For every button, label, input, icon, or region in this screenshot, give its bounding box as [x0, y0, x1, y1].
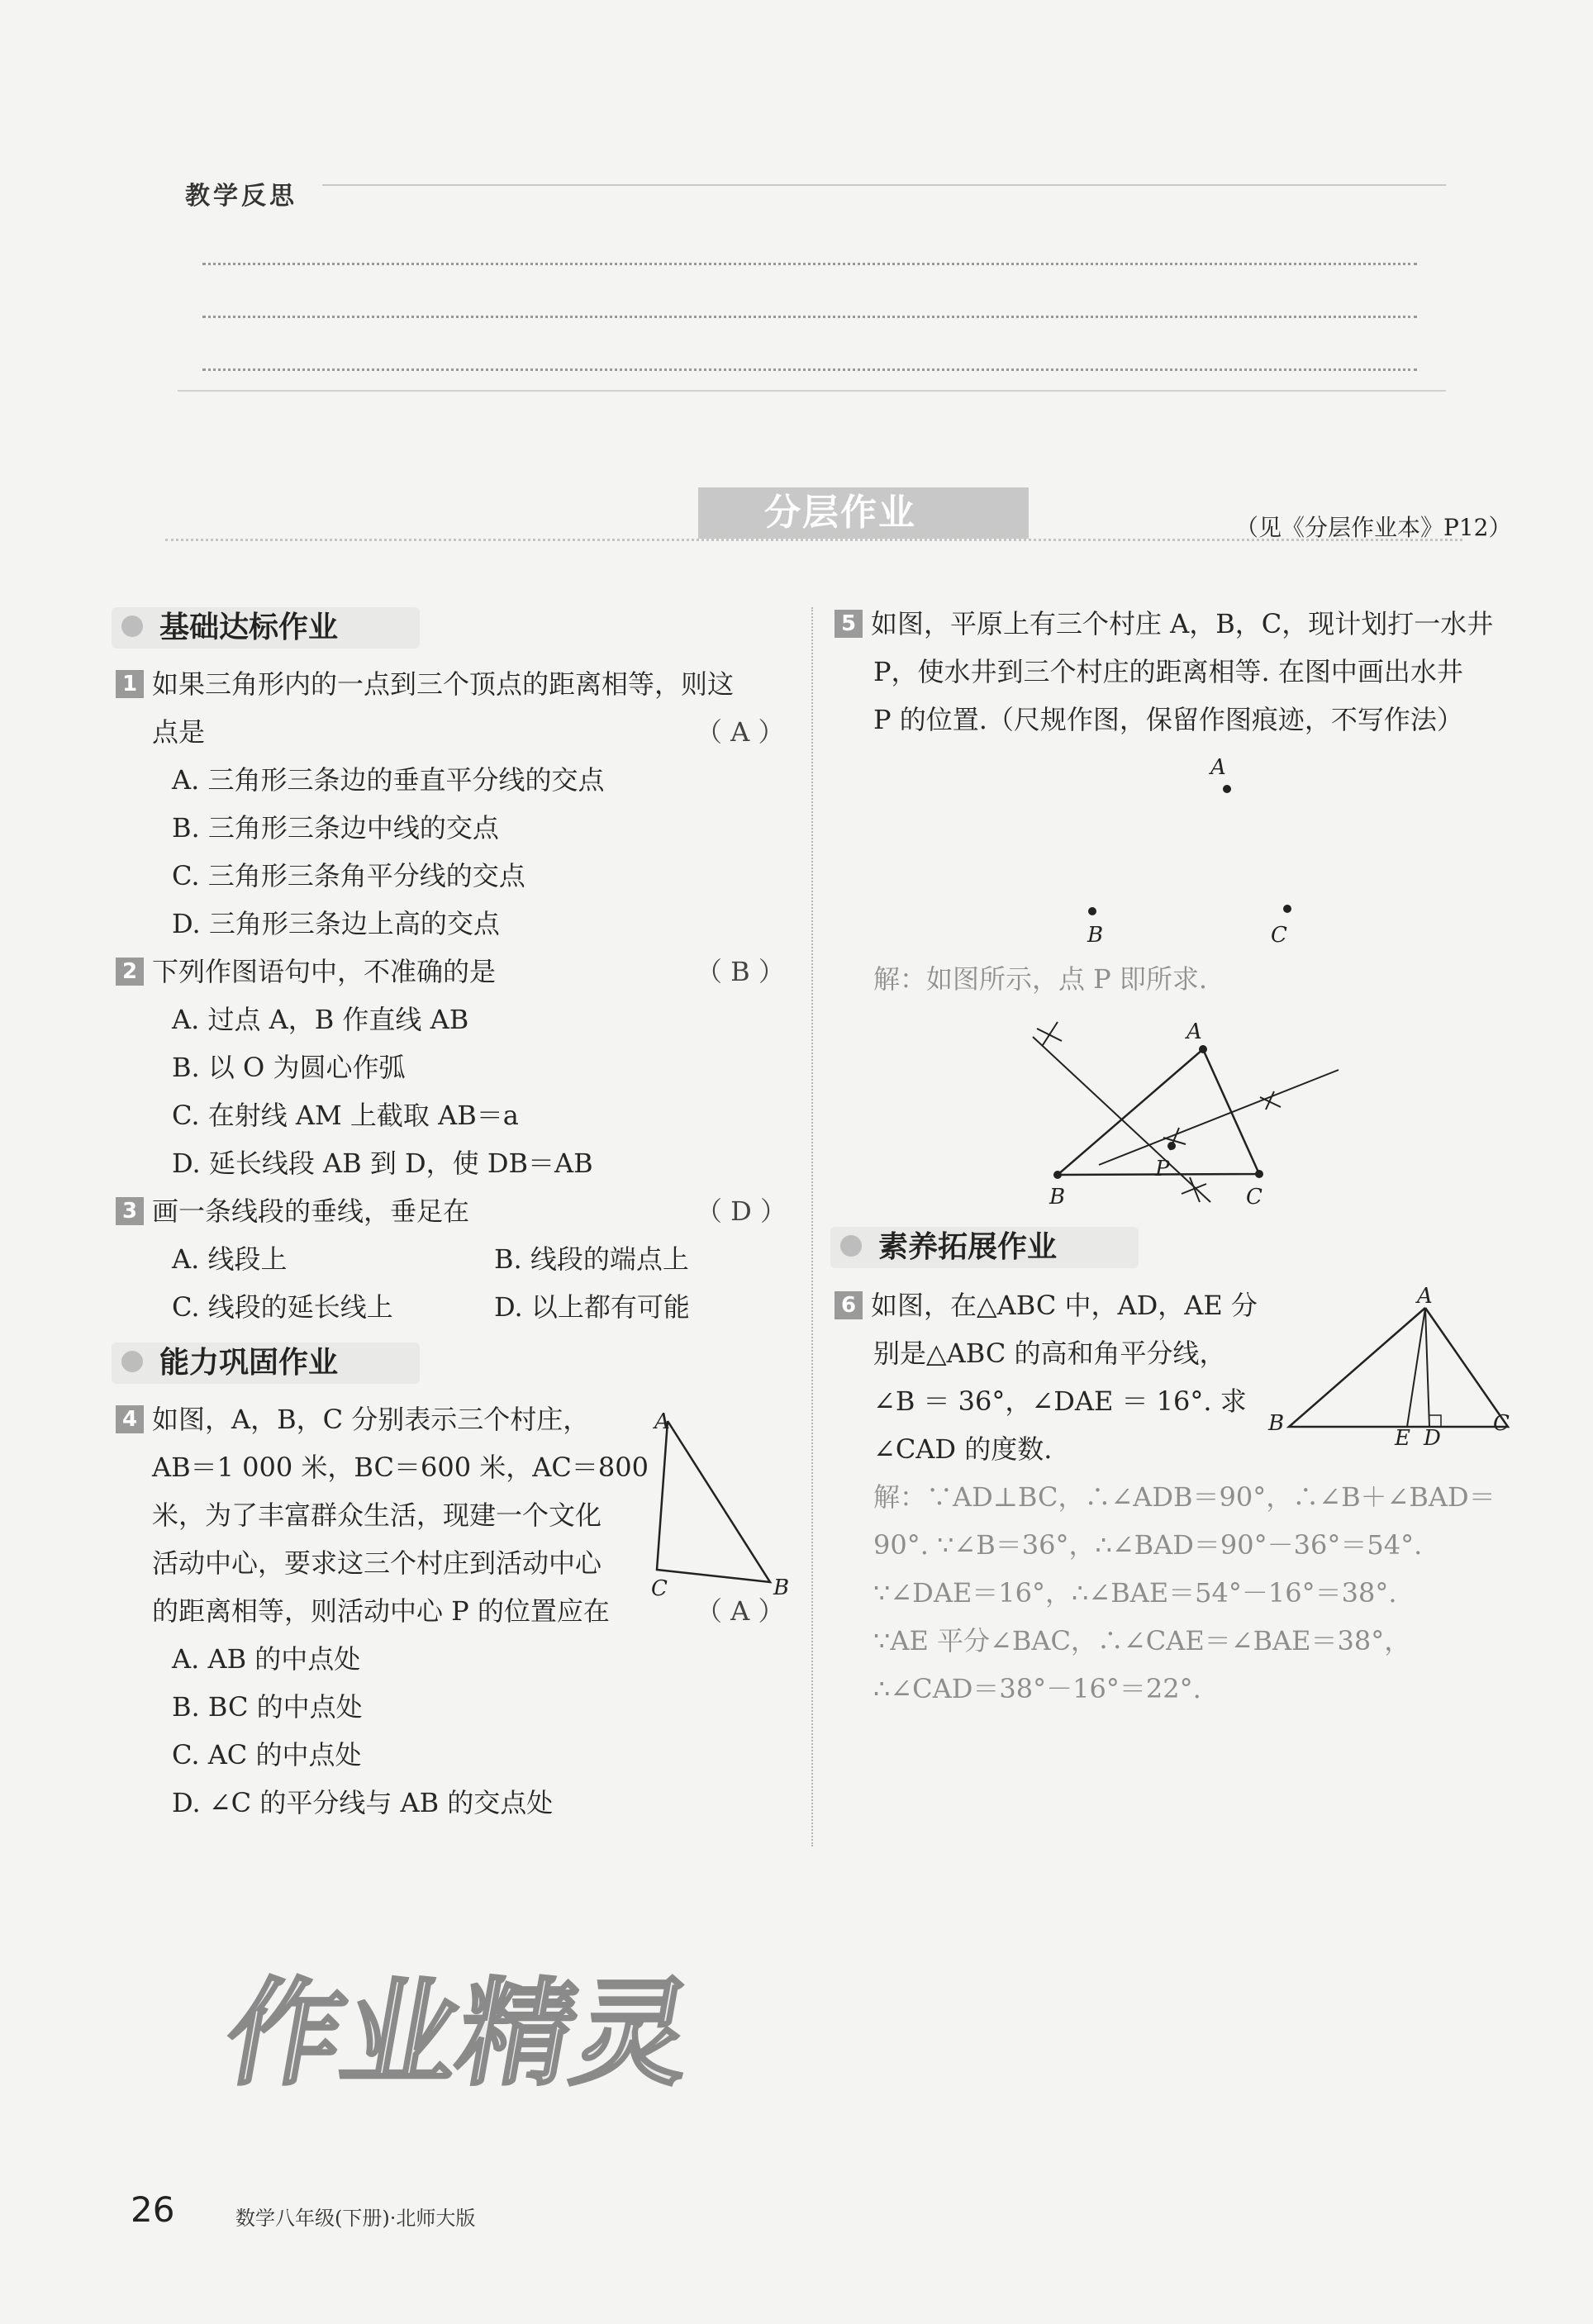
- q1-stem: 1 如果三角形内的一点到三个顶点的距离相等，则这: [116, 668, 734, 701]
- book-title: 数学八年级(下册)·北师大版: [235, 2207, 476, 2230]
- sol-label-p: P: [1155, 1157, 1170, 1181]
- q5-label-b: B: [1087, 923, 1104, 948]
- q2-option: B. 以 O 为圆心作弧: [172, 1052, 406, 1083]
- q4-triangle-figure: [636, 1409, 801, 1599]
- bisector-ae: [1407, 1308, 1425, 1427]
- q3-option: C. 线段的延长线上: [172, 1291, 393, 1323]
- section-heading-basic: 基础达标作业: [112, 607, 420, 649]
- sol-point-a: [1199, 1045, 1207, 1053]
- q2-option: C. 在射线 AM 上截取 AB＝a: [172, 1100, 519, 1131]
- q6-solution-line: ∵∠DAE＝16°，∴∠BAE＝54°－16°＝38°.: [873, 1577, 1397, 1609]
- sol-point-c: [1255, 1170, 1263, 1178]
- q1-option: C. 三角形三条角平分线的交点: [172, 860, 525, 891]
- q4-triangle: [657, 1421, 770, 1582]
- q3-option: B. 线段的端点上: [494, 1243, 689, 1275]
- question-number: 3: [116, 1197, 144, 1225]
- question-number: 5: [835, 610, 863, 638]
- reflection-dotted-line: [202, 368, 1417, 371]
- q4-option: A. AB 的中点处: [172, 1643, 361, 1675]
- q6-solution-line: 解：∵AD⊥BC，∴∠ADB＝90°，∴∠B＋∠BAD＝: [873, 1481, 1496, 1513]
- q6-solution-line: ∴∠CAD＝38°－16°＝22°.: [873, 1673, 1201, 1704]
- section-heading-ability: 能力巩固作业: [112, 1343, 420, 1384]
- q1-option: A. 三角形三条边的垂直平分线的交点: [172, 764, 605, 796]
- reflection-dotted-line: [202, 263, 1417, 265]
- reflection-title: 教学反思: [185, 182, 297, 211]
- q4-option: B. BC 的中点处: [172, 1691, 363, 1723]
- q4-stem-cont: 活动中心，要求这三个村庄到活动中心: [152, 1547, 602, 1579]
- q6-triangle-figure: [1260, 1284, 1524, 1451]
- q1-stem-cont: 点是: [152, 716, 206, 748]
- q4-stem-cont: 米，为了丰富群众生活，现建一个文化: [152, 1499, 602, 1531]
- q4-option: D. ∠C 的平分线与 AB 的交点处: [172, 1787, 554, 1818]
- q6-solution-line: ∵AE 平分∠BAC，∴∠CAE＝∠BAE＝38°，: [873, 1625, 1411, 1656]
- arc-mark: [1182, 1177, 1206, 1202]
- q6-stem: 6 如图，在△ABC 中，AD，AE 分: [835, 1289, 1258, 1322]
- q5-label-c: C: [1271, 923, 1287, 948]
- q5-villages-figure: [1058, 744, 1322, 950]
- q4-answer: （ A ）: [696, 1595, 785, 1627]
- q4-label-c: C: [651, 1576, 668, 1601]
- reflection-rule: [178, 390, 1446, 392]
- q3-option: A. 线段上: [172, 1243, 288, 1275]
- page-number: 26: [131, 2189, 175, 2230]
- q6-stem-cont: 别是△ABC 的高和角平分线，: [873, 1338, 1226, 1369]
- q2-option: D. 延长线段 AB 到 D，使 DB＝AB: [172, 1148, 593, 1179]
- right-angle-mark: [1429, 1415, 1441, 1427]
- q5-solution: 解：如图所示，点 P 即所求.: [873, 963, 1208, 995]
- q4-option: C. AC 的中点处: [172, 1739, 362, 1770]
- question-number: 4: [116, 1405, 144, 1433]
- layer-homework-note: （见《分层作业本》P12）: [1235, 514, 1512, 541]
- q4-stem-cont: AB＝1 000 米，BC＝600 米，AC＝800: [152, 1452, 649, 1483]
- q5-stem-cont: P 的位置.（尺规作图，保留作图痕迹，不写作法）: [873, 704, 1463, 735]
- q6-label-c: C: [1493, 1411, 1510, 1436]
- q6-label-e: E: [1395, 1426, 1410, 1451]
- q1-option: D. 三角形三条边上高的交点: [172, 908, 500, 939]
- q4-stem-cont: 的距离相等，则活动中心 P 的位置应在: [152, 1595, 610, 1627]
- q4-label-b: B: [773, 1575, 790, 1600]
- watermark-text: 作业精灵: [216, 1966, 703, 2102]
- q4-stem: 4 如图，A，B，C 分别表示三个村庄，: [116, 1403, 589, 1436]
- q5-stem: 5 如图，平原上有三个村庄 A，B，C，现计划打一水井: [835, 607, 1493, 640]
- sol-label-b: B: [1049, 1185, 1066, 1210]
- q6-label-d: D: [1424, 1426, 1441, 1451]
- sol-point-b: [1053, 1171, 1062, 1179]
- q5-point-c: [1283, 905, 1291, 913]
- question-number: 2: [116, 958, 144, 986]
- q5-construction-figure: [1025, 1004, 1355, 1219]
- q1-answer: （ A ）: [696, 716, 785, 748]
- pencil-icon: [840, 1235, 862, 1257]
- reflection-rule: [322, 184, 1446, 186]
- q3-option: D. 以上都有可能: [494, 1291, 690, 1323]
- q6-label-a: A: [1417, 1284, 1433, 1309]
- q6-stem-cont: ∠B ＝ 36°，∠DAE ＝ 16°. 求: [873, 1385, 1247, 1417]
- q5-stem-cont: P，使水井到三个村庄的距离相等. 在图中画出水井: [873, 656, 1463, 687]
- section-heading-extension: 素养拓展作业: [830, 1227, 1139, 1268]
- q1-option: B. 三角形三条边中线的交点: [172, 812, 499, 844]
- sol-point-p: [1167, 1142, 1176, 1150]
- watermark: [216, 1958, 703, 2107]
- q3-stem: 3 画一条线段的垂线，垂足在: [116, 1195, 469, 1228]
- q6-solution-line: 90°. ∵∠B＝36°，∴∠BAD＝90°－36°＝54°.: [873, 1529, 1423, 1561]
- q4-label-a: A: [654, 1409, 670, 1434]
- pencil-icon: [121, 1351, 143, 1372]
- q6-label-b: B: [1268, 1411, 1285, 1436]
- pencil-icon: [121, 615, 143, 637]
- question-number: 6: [835, 1291, 863, 1319]
- altitude-ad: [1425, 1308, 1429, 1427]
- q2-answer: （ B ）: [696, 956, 785, 987]
- q2-stem: 2 下列作图语句中，不准确的是: [116, 955, 496, 988]
- q5-point-a: [1223, 785, 1231, 793]
- q5-label-a: A: [1210, 755, 1226, 780]
- q6-stem-cont: ∠CAD 的度数.: [873, 1433, 1053, 1465]
- q3-answer: （ D ）: [696, 1195, 787, 1227]
- q2-option: A. 过点 A，B 作直线 AB: [172, 1004, 469, 1035]
- q5-point-b: [1088, 907, 1096, 915]
- arc-mark: [1037, 1022, 1062, 1045]
- question-number: 1: [116, 670, 144, 698]
- reflection-dotted-line: [202, 316, 1417, 318]
- sol-label-a: A: [1186, 1019, 1202, 1044]
- column-divider: [811, 607, 813, 1846]
- sol-label-c: C: [1246, 1185, 1263, 1210]
- layer-homework-banner: 分层作业: [698, 487, 1029, 539]
- q6-triangle: [1289, 1308, 1508, 1427]
